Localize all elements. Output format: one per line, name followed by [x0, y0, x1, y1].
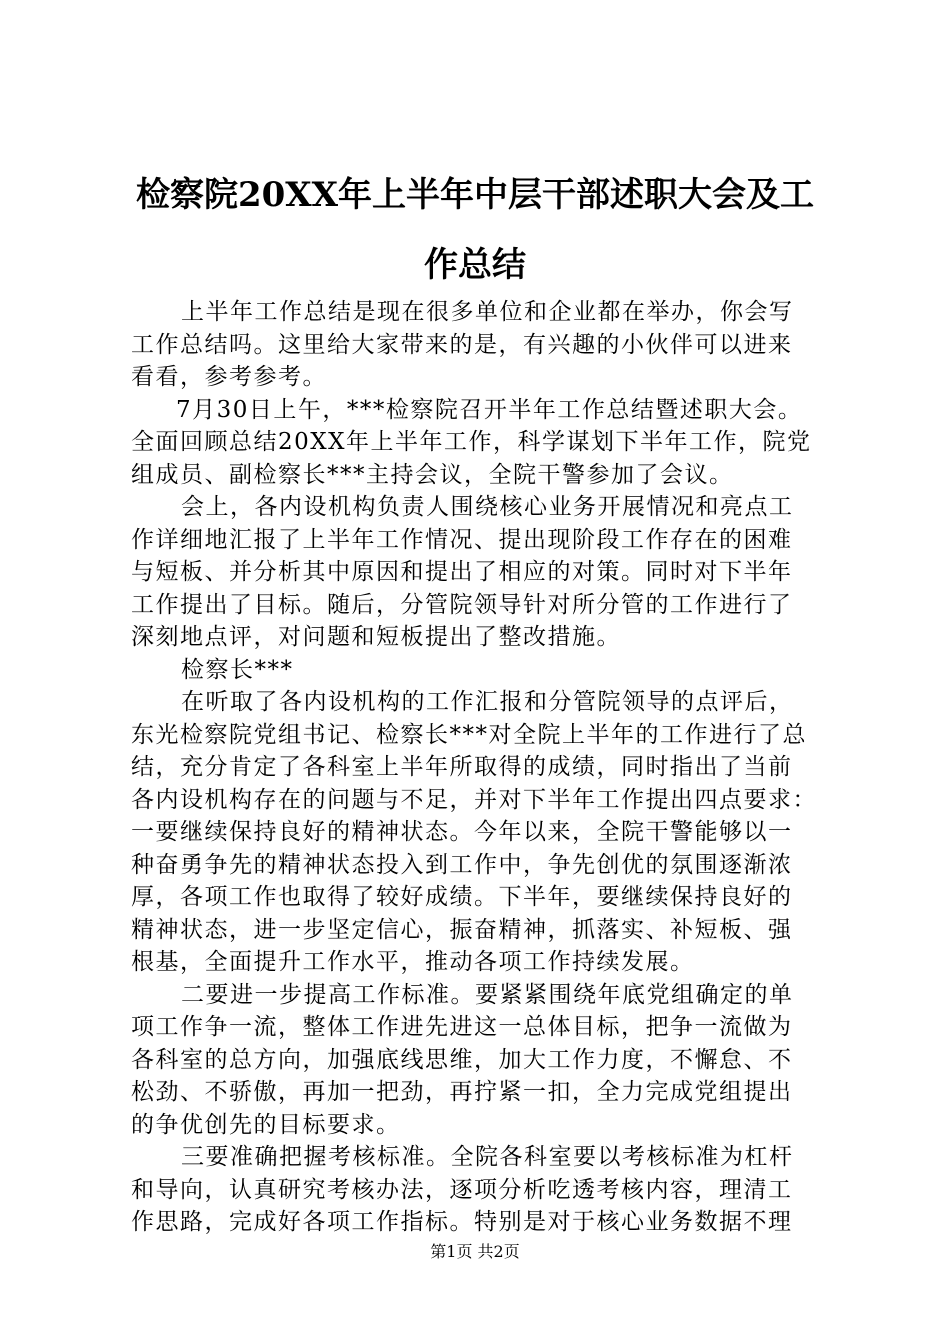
body-text-line: 和导向，认真研究考核办法，逐项分析吃透考核内容，理清工: [131, 1176, 793, 1203]
body-text-line: 作详细地汇报了上半年工作情况、提出现阶段工作存在的困难: [131, 526, 793, 553]
body-text-line: 一要继续保持良好的精神状态。今年以来，全院干警能够以一: [131, 819, 793, 845]
body-text-line: 项工作争一流，整体工作进先进这一总体目标，把争一流做为: [131, 1014, 793, 1040]
body-text-line: 会上，各内设机构负责人围绕核心业务开展情况和亮点工: [181, 494, 794, 520]
body-text-line: 种奋勇争先的精神状态投入到工作中，争先创优的氛围逐渐浓: [131, 851, 793, 878]
title-line-2: 作总结: [424, 245, 526, 285]
body-text-line: 作思路，完成好各项工作指标。特别是对于核心业务数据不理: [131, 1209, 793, 1235]
body-text-line: 检察长***: [181, 656, 294, 683]
body-text-line: 工作提出了目标。随后，分管院领导针对所分管的工作进行了: [131, 591, 793, 618]
body-text-line: 在听取了各内设机构的工作汇报和分管院领导的点评后，: [181, 689, 794, 715]
body-text-line: 组成员、副检察长***主持会议，全院干警参加了会议。: [131, 461, 734, 488]
body-text-line: 7月30日上午，***检察院召开半年工作总结暨述职大会。: [176, 396, 803, 423]
body-text-line: 全面回顾总结20XX年上半年工作，科学谋划下半年工作，院党: [131, 429, 812, 455]
body-text-line: 深刻地点评，对问题和短板提出了整改措施。: [131, 624, 621, 650]
body-text-line: 东光检察院党组书记、检察长***对全院上半年的工作进行了总: [131, 721, 807, 748]
title-line-1: 检察院20XX年上半年中层干部述职大会及工: [135, 175, 815, 215]
body-text-line: 看看，参考参考。: [131, 364, 327, 390]
body-text-line: 的争优创先的目标要求。: [131, 1111, 401, 1138]
body-text-line: 精神状态，进一步坚定信心，振奋精神，抓落实、补短板、强: [131, 916, 793, 943]
body-text-line: 工作总结吗。这里给大家带来的是，有兴趣的小伙伴可以进来: [131, 331, 793, 358]
body-text-line: 结，充分肯定了各科室上半年所取得的成绩，同时指出了当前: [131, 754, 793, 780]
body-text-line: 松劲、不骄傲，再加一把劲，再拧紧一扣，全力完成党组提出: [131, 1079, 793, 1105]
body-text-line: 各科室的总方向，加强底线思维，加大工作力度，不懈怠、不: [131, 1046, 793, 1073]
body-text-line: 三要准确把握考核标准。全院各科室要以考核标准为杠杆: [181, 1144, 794, 1170]
body-text-line: 各内设机构存在的问题与不足，并对下半年工作提出四点要求：: [131, 786, 817, 813]
document-body: [131, 296, 831, 1239]
document-title: [120, 160, 830, 300]
body-text-line: 二要进一步提高工作标准。要紧紧围绕年底党组确定的单: [181, 981, 794, 1008]
body-text-line: 根基，全面提升工作水平，推动各项工作持续发展。: [131, 949, 695, 975]
page-footer: 第1页 共2页: [430, 1242, 520, 1261]
body-text-line: 与短板、并分析其中原因和提出了相应的对策。同时对下半年: [131, 559, 793, 585]
body-text-line: 上半年工作总结是现在很多单位和企业都在举办，你会写: [181, 299, 794, 325]
body-text-line: 厚，各项工作也取得了较好成绩。下半年，要继续保持良好的: [131, 884, 793, 910]
